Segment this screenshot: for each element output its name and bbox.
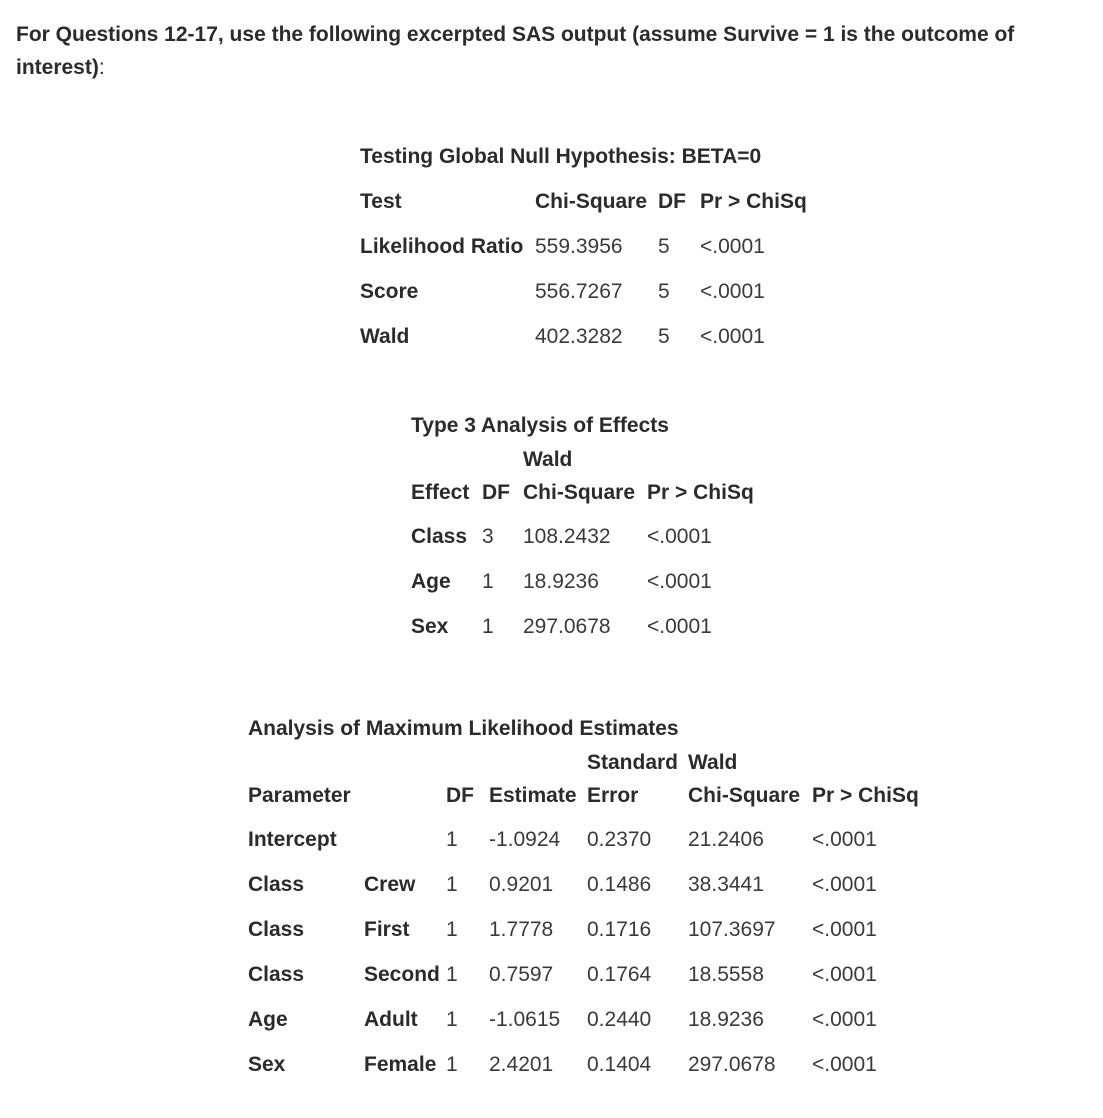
row-label: Class: [248, 962, 305, 986]
table-row: [248, 907, 942, 952]
table-cell: <.0001: [812, 1007, 877, 1031]
table-cell: 18.5558: [688, 962, 764, 986]
table-cell: <.0001: [812, 827, 877, 851]
table-row: [248, 862, 942, 907]
table-cell: -1.0615: [489, 1007, 561, 1031]
column-header: Pr > ChiSq: [700, 189, 807, 213]
column-header-top: [364, 751, 446, 775]
column-header: Pr > ChiSq: [647, 481, 754, 504]
table-row: [248, 952, 942, 997]
row-label: Sex: [248, 1052, 286, 1076]
table-cell: 5: [658, 279, 670, 303]
table-cell: 107.3697: [688, 917, 776, 941]
column-header: Error: [587, 784, 639, 807]
row-level: Crew: [364, 872, 416, 896]
table-cell: 2.4201: [489, 1052, 554, 1076]
column-header-top: Wald: [688, 751, 738, 774]
column-header: Chi-Square: [688, 784, 801, 807]
column-header: Parameter: [248, 784, 351, 807]
table-cell: -1.0924: [489, 827, 561, 851]
table-row: [360, 314, 830, 359]
table-cell: 1: [446, 1007, 458, 1031]
table-cell: <.0001: [700, 279, 765, 303]
table-row: [411, 604, 777, 649]
column-header-top: [446, 751, 489, 775]
question-intro: [16, 18, 1091, 84]
column-header-top: Wald: [523, 448, 573, 471]
row-level: First: [364, 917, 410, 941]
table-cell: 18.9236: [688, 1007, 764, 1031]
table-cell: 38.3441: [688, 872, 764, 896]
table-cell: 1.7778: [489, 917, 554, 941]
column-header: Effect: [411, 481, 470, 504]
table-cell: 1: [446, 827, 458, 851]
column-header: Estimate: [489, 784, 577, 807]
table-row: [360, 269, 830, 314]
column-header-top: [248, 751, 364, 775]
column-header-top: [812, 751, 942, 775]
column-header: DF: [658, 189, 686, 213]
row-label: Sex: [411, 614, 449, 638]
table-cell: 108.2432: [523, 524, 611, 548]
column-header-top: [489, 751, 587, 775]
table-row: [360, 224, 830, 269]
table-cell: 297.0678: [523, 614, 611, 638]
type3-effects-table: [411, 403, 777, 649]
type3-title: Type 3 Analysis of Effects: [411, 413, 669, 437]
global-null-title: Testing Global Null Hypothesis: BETA=0: [360, 144, 762, 168]
table-cell: 0.9201: [489, 872, 554, 896]
column-header: DF: [482, 481, 510, 504]
table-cell: 21.2406: [688, 827, 764, 851]
table-cell: 402.3282: [535, 324, 623, 348]
column-header-top: [482, 448, 523, 472]
table-cell: 3: [482, 524, 494, 548]
table-cell: 1: [482, 614, 494, 638]
row-label: Likelihood Ratio: [360, 234, 524, 258]
mle-table: [248, 706, 942, 1087]
table-cell: 0.2440: [587, 1007, 652, 1031]
table-cell: 1: [482, 569, 494, 593]
column-header: Chi-Square: [535, 189, 648, 213]
row-label: Class: [411, 524, 468, 548]
table-cell: 559.3956: [535, 234, 623, 258]
row-level: [364, 817, 446, 862]
table-cell: 18.9236: [523, 569, 599, 593]
table-cell: 0.1404: [587, 1052, 652, 1076]
row-label: Age: [248, 1007, 288, 1031]
table-header-row: [360, 179, 830, 224]
table-cell: <.0001: [812, 872, 877, 896]
table-cell: 0.2370: [587, 827, 652, 851]
table-cell: 1: [446, 1052, 458, 1076]
table-cell: 1: [446, 917, 458, 941]
intro-text: For Questions 12-17, use the following excerpted SAS output (assume Survive = 1 is the outcome of interest): [16, 23, 1015, 79]
row-label: Age: [411, 569, 451, 593]
table-cell: 0.1486: [587, 872, 652, 896]
row-label: Intercept: [248, 827, 337, 851]
table-cell: 0.1764: [587, 962, 652, 986]
table-cell: <.0001: [647, 524, 712, 548]
table-row: [248, 1042, 942, 1087]
row-label: Score: [360, 279, 419, 303]
table-row: [248, 817, 942, 862]
table-row: [411, 559, 777, 604]
table-cell: <.0001: [700, 234, 765, 258]
column-header-top: Standard: [587, 751, 679, 774]
table-cell: <.0001: [700, 324, 765, 348]
column-header-top: [411, 448, 482, 472]
table-header-row: [411, 472, 777, 514]
column-header: [364, 775, 446, 817]
table-cell: <.0001: [812, 962, 877, 986]
table-cell: <.0001: [647, 569, 712, 593]
table-cell: <.0001: [812, 917, 877, 941]
table-header-row-top: [411, 448, 777, 472]
row-level: Second: [364, 962, 440, 986]
table-cell: <.0001: [812, 1052, 877, 1076]
column-header: DF: [446, 784, 474, 807]
column-header: Chi-Square: [523, 481, 636, 504]
table-cell: 1: [446, 872, 458, 896]
table-row: [248, 997, 942, 1042]
column-header: Pr > ChiSq: [812, 784, 919, 807]
table-cell: 297.0678: [688, 1052, 776, 1076]
table-cell: 5: [658, 234, 670, 258]
column-header-top: [647, 448, 777, 472]
row-label: Class: [248, 872, 305, 896]
table-row: [411, 514, 777, 559]
row-level: Adult: [364, 1007, 418, 1031]
mle-title: Analysis of Maximum Likelihood Estimates: [248, 716, 679, 740]
table-cell: 556.7267: [535, 279, 623, 303]
table-cell: <.0001: [647, 614, 712, 638]
table-cell: 0.1716: [587, 917, 652, 941]
row-label: Wald: [360, 324, 410, 348]
table-cell: 5: [658, 324, 670, 348]
row-label: Class: [248, 917, 305, 941]
table-cell: 1: [446, 962, 458, 986]
global-null-table: [360, 134, 830, 359]
column-header: Test: [360, 189, 402, 213]
table-header-row-top: [248, 751, 942, 775]
intro-colon: :: [98, 56, 105, 79]
table-cell: 0.7597: [489, 962, 554, 986]
table-header-row: [248, 775, 942, 817]
row-level: Female: [364, 1052, 437, 1076]
